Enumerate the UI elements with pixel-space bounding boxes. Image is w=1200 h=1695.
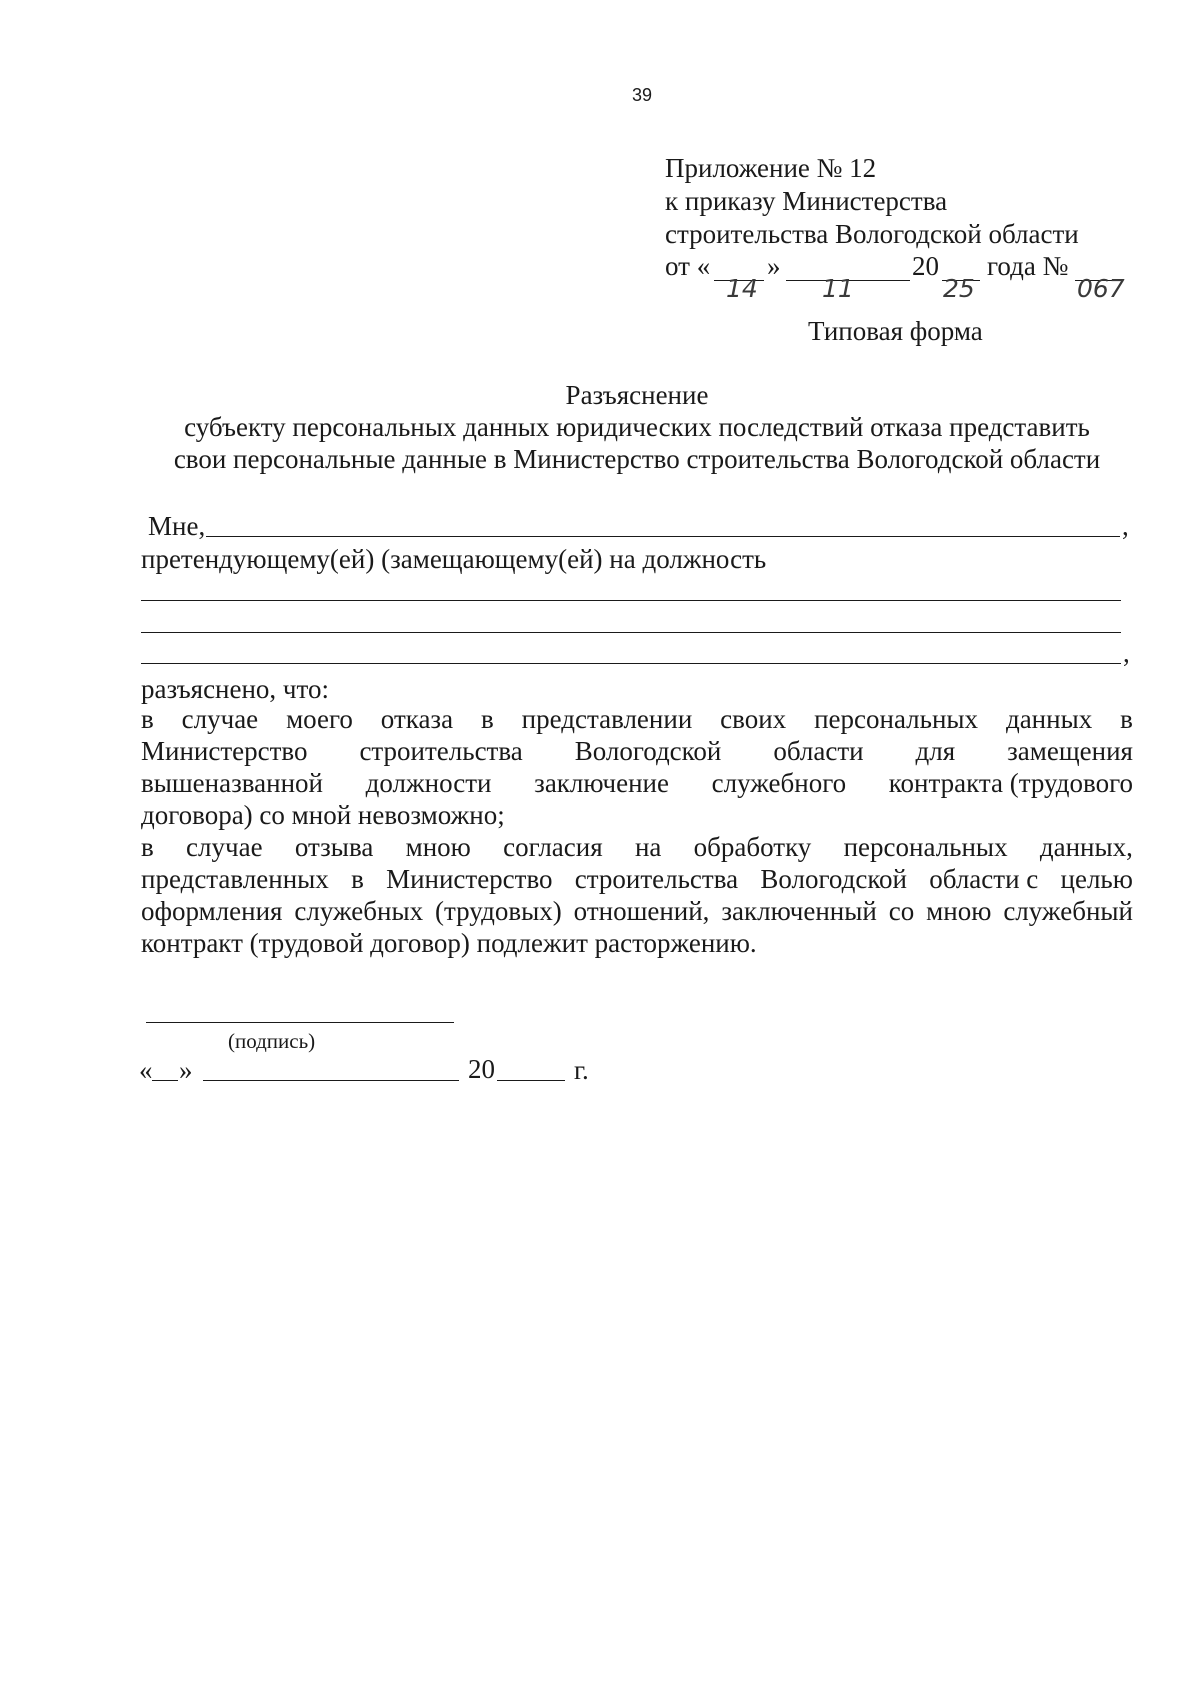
position-line-comma: ,	[1123, 638, 1130, 668]
signature-label: (подпись)	[228, 1029, 316, 1053]
word: обработку	[693, 832, 812, 862]
word: Вологодской	[760, 864, 908, 894]
mne-label: Мне,	[148, 511, 206, 541]
appendix-order-ref: к приказу Министерства	[665, 186, 948, 216]
word: согласия	[503, 832, 603, 862]
word: оформления	[141, 896, 283, 926]
sig-date-year-prefix: 20	[468, 1054, 495, 1084]
word: моего	[286, 704, 353, 734]
word: Вологодской	[574, 736, 722, 766]
order-number-handwritten: 067	[1077, 274, 1125, 303]
year-handwritten: 25	[943, 274, 975, 303]
paragraph2-line4: контракт (трудовой договор) подлежит расторжению.	[141, 928, 757, 958]
appendix-title: Приложение № 12	[665, 153, 877, 183]
word: мною	[926, 896, 992, 926]
word: персональных	[814, 704, 979, 734]
position-field-line-3[interactable]	[141, 663, 1121, 664]
document-subtitle-line2: свои персональные данные в Министерство строительства Вологодской области	[173, 444, 1101, 474]
word: представлении	[521, 704, 693, 734]
sig-date-day-line[interactable]	[152, 1080, 178, 1081]
word: замещения	[1007, 736, 1133, 766]
word: контракта (трудового	[888, 768, 1133, 798]
page-number: 39	[632, 85, 653, 105]
word: вышеназванной	[141, 768, 323, 798]
year-prefix: 20	[912, 251, 939, 281]
paragraph2-line1	[141, 834, 1133, 861]
word: для	[915, 736, 956, 766]
word: случае	[186, 832, 263, 862]
sig-date-month-line[interactable]	[203, 1080, 459, 1081]
sig-date-quote-close: »	[179, 1055, 193, 1085]
position-field-line-2[interactable]	[141, 632, 1121, 633]
explained-label: разъяснено, что:	[141, 674, 329, 704]
word: отношений,	[573, 896, 710, 926]
date-mid-quote: »	[767, 251, 781, 281]
year-underline	[942, 274, 980, 303]
word: в	[351, 864, 364, 894]
document-subtitle-line1: субъекту персональных данных юридических последствий отказа представить	[184, 412, 1090, 442]
word: области с	[929, 864, 1039, 894]
sig-date-year-line[interactable]	[497, 1080, 565, 1081]
form-type: Типовая форма	[808, 316, 983, 346]
paragraph2-line3	[141, 898, 1133, 925]
word: должности	[365, 768, 492, 798]
word: со	[888, 896, 915, 926]
signature-line[interactable]	[146, 1022, 454, 1023]
word: данных,	[1039, 832, 1133, 862]
word: своих	[720, 704, 787, 734]
word: заключенный	[721, 896, 877, 926]
word: данных	[1005, 704, 1093, 734]
word: в	[141, 704, 154, 734]
word: строительства	[574, 864, 739, 894]
word: представленных	[141, 864, 329, 894]
word: строительства	[359, 736, 523, 766]
sig-date-quote-open: «	[139, 1055, 153, 1085]
paragraph1-line4: договора) со мной невозможно;	[141, 800, 505, 830]
sig-date-year-suffix: г.	[574, 1055, 589, 1085]
order-number-underline	[1075, 274, 1125, 303]
word: персональных	[843, 832, 1008, 862]
date-day-underline	[714, 274, 764, 303]
document-title: Разъяснение	[565, 380, 709, 410]
word: мною	[405, 832, 471, 862]
word: (трудовых)	[435, 896, 562, 926]
date-day-handwritten: 14	[726, 274, 758, 303]
date-month-handwritten: 11	[822, 274, 854, 303]
word: служебного	[711, 768, 847, 798]
order-number-label: года №	[987, 251, 1069, 281]
position-label: претендующему(ей) (замещающему(ей) на должность	[141, 544, 767, 574]
word: служебный	[1003, 896, 1133, 926]
word: целью	[1060, 864, 1133, 894]
paragraph2-line2	[141, 866, 1133, 893]
word: отзыва	[294, 832, 374, 862]
name-field-line[interactable]	[206, 536, 1120, 537]
word: в	[141, 832, 154, 862]
word: области	[773, 736, 864, 766]
date-month-underline	[786, 274, 910, 303]
appendix-ministry: строительства Вологодской области	[665, 219, 1079, 249]
paragraph1-line2	[141, 738, 1133, 765]
word: служебных	[294, 896, 424, 926]
word: на	[634, 832, 662, 862]
name-line-comma: ,	[1122, 511, 1129, 541]
date-prefix: от «	[665, 251, 711, 281]
word: случае	[181, 704, 259, 734]
word: отказа	[380, 704, 454, 734]
paragraph1-line1	[141, 706, 1133, 733]
word: в	[481, 704, 494, 734]
paragraph1-line3	[141, 770, 1133, 797]
word: Министерство	[386, 864, 553, 894]
word: заключение	[534, 768, 669, 798]
position-field-line-1[interactable]	[141, 600, 1121, 601]
word: Министерство	[141, 736, 308, 766]
word: в	[1120, 704, 1133, 734]
